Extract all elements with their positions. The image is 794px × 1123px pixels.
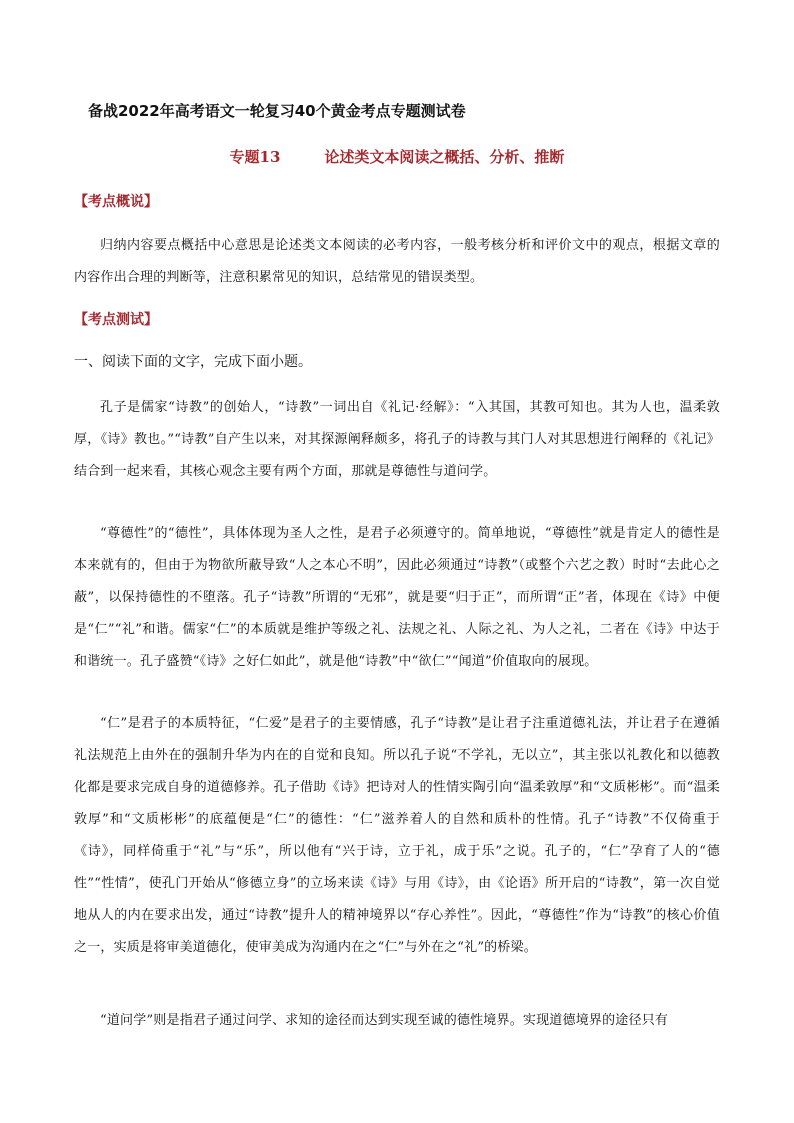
topic-title: 论述类文本阅读之概括、分析、推断 — [324, 148, 565, 166]
topic-number: 专题13 — [229, 148, 281, 166]
passage-paragraph-2: “尊德性”的“德性”，具体体现为圣人之性，是君子必须遵守的。简单地说，“尊德性”就是肯定人的德性是本来就有的，但由于为物欲所蔽导致“人之本心不明”，因此必须通过“诗教”（或整个六艺之教）时时“去此心之蔽”，以保持德性的不堕落。孔子“诗教”所谓的“无邪”，就是要“归于正”，而所谓“正”者，体现在《诗》中便是“仁”“礼”和谐。儒家“仁”的本质就是维护等级之礼、法规之礼、人际之礼、为人之礼，二者在《诗》中达于和谐统一。孔子盛赞“《诗》之好仁如此”，就是他“诗教”中“欲仁”“闻道”价值取向的展现。 — [74, 526, 720, 669]
passage-paragraph-3: “仁”是君子的本质特征，“仁爱”是君子的主要情感，孔子“诗教”是让君子注重道德礼法，并让君子在遵循礼法规范上由外在的强制升华为内在的自觉和良知。所以孔子说“不学礼，无以立”，其主张以礼教化和以德教化都是要求完成自身的道德修养。孔子借助《诗》把诗对人的性情实陶引向“温柔敦厚”和“文质彬彬”。而“温柔敦厚”和“文质彬彬”的底蕴便是“仁”的德性：“仁”滋养着人的自然和质朴的性情。孔子“诗教”不仅倚重于《诗》，同样倚重于“礼”与“乐”，所以他有“兴于诗，立于礼，成于乐”之说。孔子的，“仁”孕育了人的“德性”“性情”，使孔门开始从“修德立身”的立场来读《诗》与用《诗》，由《论语》所开启的“诗教”，第一次自觉地从人的内在要求出发，通过“诗教”提升人的精神境界以“存心养性”。因此，“尊德性”作为“诗教”的核心价值之一，实质是将审美道德化，使审美成为沟通内在之“仁”与外在之“礼”的桥梁。 — [74, 716, 720, 955]
test-heading: 【考点测试】 — [74, 312, 158, 328]
document-title: 备战2022年高考语文一轮复习40个黄金考点专题测试卷 — [88, 102, 466, 120]
passage-paragraph-4: “道问学”则是指君子通过问学、求知的途径而达到实现至诚的德性境界。实现道德境界的途径只有 — [100, 1013, 669, 1028]
overview-paragraph: 归纳内容要点概括中心意思是论述类文本阅读的必考内容，一般考核分析和评价文中的观点，根据文章的内容作出合理的判断等，注意积累常见的知识，总结常见的错误类型。 — [74, 238, 720, 285]
topic-heading — [0, 146, 794, 167]
overview-heading: 【考点概说】 — [74, 194, 158, 210]
passage-paragraph-1: 孔子是儒家“诗教”的创始人，“诗教”一词出自《礼记·经解》：“入其国，其教可知也。其为人也，温柔敦厚，《诗》教也。”“诗教”自产生以来，对其探源阐释颇多，将孔子的诗教与其门人对其思想进行阐释的《礼记》结合到一起来看，其核心观念主要有两个方面，那就是尊德性与道问学。 — [74, 400, 720, 479]
reading-instruction: 一、阅读下面的文字，完成下面小题。 — [74, 354, 312, 370]
